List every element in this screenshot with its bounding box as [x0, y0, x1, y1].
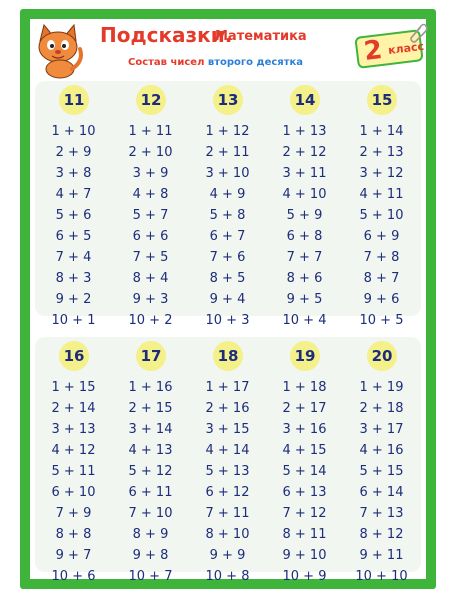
expression: 10 + 5 [359, 313, 404, 328]
number-19-badge: 19 [290, 341, 320, 371]
expression: 6 + 14 [359, 485, 404, 500]
column-number-15 [343, 81, 420, 328]
expression: 9 + 9 [209, 548, 246, 563]
number-13-badge: 13 [213, 85, 243, 115]
expression: 1 + 13 [282, 124, 327, 139]
column-number-13 [189, 81, 266, 328]
expression-list [112, 377, 189, 587]
expression: 10 + 2 [128, 313, 173, 328]
expression: 8 + 5 [209, 271, 246, 286]
expression: 5 + 8 [209, 208, 246, 223]
expression: 3 + 12 [359, 166, 404, 181]
expression: 6 + 12 [205, 485, 250, 500]
expression: 8 + 7 [363, 271, 400, 286]
expression: 2 + 14 [51, 401, 96, 416]
expression-list [35, 121, 112, 331]
expression: 7 + 11 [205, 506, 250, 521]
expression: 2 + 11 [205, 145, 250, 160]
expression: 9 + 8 [132, 548, 169, 563]
expression: 3 + 10 [205, 166, 250, 181]
number-17-badge: 17 [136, 341, 166, 371]
expression: 5 + 12 [128, 464, 173, 479]
expression: 6 + 5 [55, 229, 92, 244]
subtitle-part-1: Состав чисел [128, 57, 205, 68]
expression: 1 + 14 [359, 124, 404, 139]
expression-list [35, 377, 112, 587]
expression: 4 + 13 [128, 443, 173, 458]
column-number-11 [35, 81, 112, 328]
column-number-16 [35, 337, 112, 584]
number-15-badge: 15 [367, 85, 397, 115]
expression: 6 + 13 [282, 485, 327, 500]
column-number-20 [343, 337, 420, 584]
expression: 5 + 10 [359, 208, 404, 223]
expression: 5 + 11 [51, 464, 96, 479]
expression: 1 + 18 [282, 380, 327, 395]
expression: 7 + 9 [55, 506, 92, 521]
expression: 8 + 6 [286, 271, 323, 286]
poster-subject: Математика [215, 29, 307, 44]
expression: 7 + 7 [286, 250, 323, 265]
expression: 10 + 6 [51, 569, 96, 584]
expression: 8 + 8 [55, 527, 92, 542]
expression: 6 + 10 [51, 485, 96, 500]
expression: 3 + 17 [359, 422, 404, 437]
expression: 5 + 9 [286, 208, 323, 223]
expression: 3 + 16 [282, 422, 327, 437]
expression: 10 + 7 [128, 569, 173, 584]
expression: 2 + 16 [205, 401, 250, 416]
expression: 8 + 10 [205, 527, 250, 542]
expression: 7 + 12 [282, 506, 327, 521]
expression: 9 + 11 [359, 548, 404, 563]
paperclip-icon [406, 21, 428, 43]
poster-header [30, 19, 426, 79]
expression: 7 + 13 [359, 506, 404, 521]
expression: 8 + 12 [359, 527, 404, 542]
expression: 5 + 14 [282, 464, 327, 479]
number-18-badge: 18 [213, 341, 243, 371]
expression: 5 + 6 [55, 208, 92, 223]
expression: 3 + 13 [51, 422, 96, 437]
column-number-18 [189, 337, 266, 584]
expression: 7 + 5 [132, 250, 169, 265]
expression: 4 + 16 [359, 443, 404, 458]
expression: 7 + 4 [55, 250, 92, 265]
expression: 1 + 12 [205, 124, 250, 139]
expression: 9 + 6 [363, 292, 400, 307]
expression: 2 + 13 [359, 145, 404, 160]
column-number-17 [112, 337, 189, 584]
expression: 4 + 9 [209, 187, 246, 202]
expression: 10 + 4 [282, 313, 327, 328]
expression: 2 + 12 [282, 145, 327, 160]
expression: 7 + 8 [363, 250, 400, 265]
expression-list [112, 121, 189, 331]
expression: 3 + 14 [128, 422, 173, 437]
expression: 5 + 13 [205, 464, 250, 479]
column-number-14 [266, 81, 343, 328]
number-16-badge: 16 [59, 341, 89, 371]
expression: 1 + 16 [128, 380, 173, 395]
expression: 2 + 18 [359, 401, 404, 416]
expression: 1 + 15 [51, 380, 96, 395]
expression: 3 + 8 [55, 166, 92, 181]
expression: 7 + 10 [128, 506, 173, 521]
expression: 8 + 11 [282, 527, 327, 542]
expression: 1 + 17 [205, 380, 250, 395]
expression-list [266, 121, 343, 331]
expression-list [343, 377, 420, 587]
expression: 9 + 3 [132, 292, 169, 307]
expression: 4 + 12 [51, 443, 96, 458]
number-14-badge: 14 [290, 85, 320, 115]
expression: 4 + 15 [282, 443, 327, 458]
poster-subtitle [128, 57, 303, 68]
expression: 4 + 8 [132, 187, 169, 202]
subtitle-part-2: второго десятка [207, 57, 304, 68]
expression: 9 + 4 [209, 292, 246, 307]
expression: 9 + 10 [282, 548, 327, 563]
expression: 4 + 10 [282, 187, 327, 202]
expression: 8 + 9 [132, 527, 169, 542]
expression: 1 + 10 [51, 124, 96, 139]
expression: 4 + 7 [55, 187, 92, 202]
expression: 6 + 8 [286, 229, 323, 244]
grade-label: класс [387, 39, 425, 58]
expression: 2 + 9 [55, 145, 92, 160]
expression: 6 + 7 [209, 229, 246, 244]
expression: 2 + 15 [128, 401, 173, 416]
expression: 2 + 10 [128, 145, 173, 160]
expression: 1 + 19 [359, 380, 404, 395]
numbers-block-11-15 [35, 81, 421, 328]
expression: 4 + 11 [359, 187, 404, 202]
expression: 10 + 3 [205, 313, 250, 328]
expression: 9 + 5 [286, 292, 323, 307]
expression: 6 + 9 [363, 229, 400, 244]
expression: 3 + 9 [132, 166, 169, 181]
expression: 1 + 11 [128, 124, 173, 139]
expression: 5 + 15 [359, 464, 404, 479]
expression: 6 + 11 [128, 485, 173, 500]
expression-list [189, 377, 266, 587]
expression: 10 + 10 [355, 569, 408, 584]
expression: 5 + 7 [132, 208, 169, 223]
poster-title: Подсказки. [100, 23, 233, 47]
expression: 10 + 9 [282, 569, 327, 584]
expression: 4 + 14 [205, 443, 250, 458]
grade-number: 2 [362, 34, 384, 67]
expression: 2 + 17 [282, 401, 327, 416]
poster-content [30, 19, 426, 584]
column-number-19 [266, 337, 343, 584]
number-12-badge: 12 [136, 85, 166, 115]
expression: 7 + 6 [209, 250, 246, 265]
expression-list [343, 121, 420, 331]
numbers-block-16-20 [35, 337, 421, 584]
cat-mascot-icon [30, 21, 88, 79]
expression: 10 + 8 [205, 569, 250, 584]
expression-list [189, 121, 266, 331]
expression: 10 + 1 [51, 313, 96, 328]
poster-frame [20, 9, 436, 589]
number-20-badge: 20 [367, 341, 397, 371]
expression: 8 + 3 [55, 271, 92, 286]
expression: 8 + 4 [132, 271, 169, 286]
number-11-badge: 11 [59, 85, 89, 115]
expression: 6 + 6 [132, 229, 169, 244]
expression: 3 + 11 [282, 166, 327, 181]
expression: 9 + 2 [55, 292, 92, 307]
expression: 3 + 15 [205, 422, 250, 437]
expression: 9 + 7 [55, 548, 92, 563]
column-number-12 [112, 81, 189, 328]
expression-list [266, 377, 343, 587]
